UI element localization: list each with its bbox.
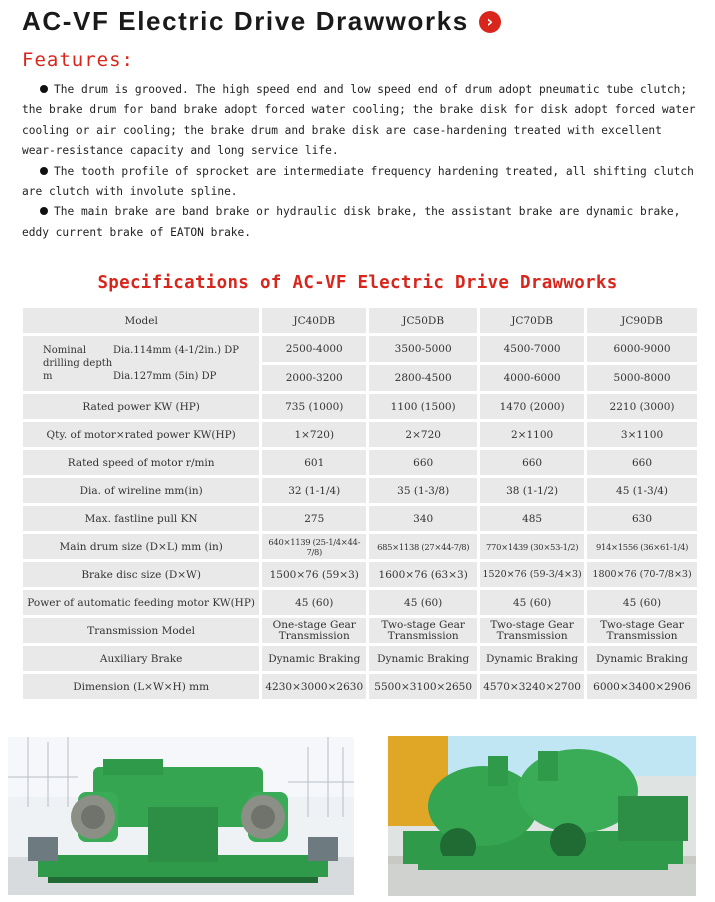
feature-item: The drum is grooved. The high speed end and low speed end of drum adopt pneumatic tube clutch; the brake drum for band brake adopt forced water cooling; the brake disk for disk adopt forced water cooling or air cooling; the brake drum and brake disk are case-hardening treated with excellent wear-resistance capacity and long service life. [22,83,696,158]
depth-value: 4500-7000 [480,336,584,362]
specifications-table [20,305,700,702]
table-cell: 4230×3000×2630 [262,674,366,699]
row-label: Power of automatic feeding motor KW(HP) [23,590,259,615]
table-cell: 340 [369,506,477,531]
arrow-right-circle-icon[interactable]: › [479,11,501,33]
bullet-icon [40,207,48,215]
table-row [23,308,697,333]
table-cell: 3×1100 [587,422,697,447]
table-cell: 32 (1-1/4) [262,478,366,503]
table-cell: 735 (1000) [262,394,366,419]
table-cell: 4570×3240×2700 [480,674,584,699]
model-cell: JC50DB [369,308,477,333]
table-cell: 1600×76 (63×3) [369,562,477,587]
table-cell: Dynamic Braking [480,646,584,671]
features-list [22,80,702,243]
table-row [23,618,697,643]
table-cell: 601 [262,450,366,475]
depth-sub-label: Dia.114mm (4-1/2in.) DP [113,344,239,356]
table-cell: 1×720) [262,422,366,447]
table-row [23,506,697,531]
feature-item: The tooth profile of sprocket are intermediate frequency hardening treated, all shifting clutch are clutch with involute spline. [22,164,694,199]
feature-item: The main brake are band brake or hydraulic disk brake, the assistant brake are dynamic brake, eddy current brake of EATON brake. [22,205,681,239]
depth-value: 2500-4000 [262,336,366,362]
row-label: Max. fastline pull KN [23,506,259,531]
table-cell: Dynamic Braking [369,646,477,671]
table-cell: 914×1556 (36×61-1/4) [587,534,697,559]
page-title: AC-VF Electric Drive Drawworks [22,6,469,36]
row-label: Brake disc size (D×W) [23,562,259,587]
drawworks-photo-right [388,736,696,896]
table-cell: 660 [369,450,477,475]
table-cell: 275 [262,506,366,531]
table-cell: 630 [587,506,697,531]
depth-label: Nominal drilling depth m [43,345,113,382]
table-cell: 1500×76 (59×3) [262,562,366,587]
row-label: Transmission Model [23,618,259,643]
table-cell: 45 (60) [480,590,584,615]
table-row [23,478,697,503]
table-cell: 35 (1-3/8) [369,478,477,503]
table-cell: 6000×3400×2906 [587,674,697,699]
depth-value: 5000-8000 [587,365,697,391]
table-cell: One-stage Gear Transmission [262,618,366,643]
table-row [23,422,697,447]
depth-value: 6000-9000 [587,336,697,362]
model-cell: JC40DB [262,308,366,333]
table-cell: Two-stage Gear Transmission [480,618,584,643]
row-label: Model [23,308,259,333]
table-row [23,534,697,559]
table-cell: 685×1138 (27×44-7/8) [369,534,477,559]
depth-value: 4000-6000 [480,365,584,391]
table-cell: 38 (1-1/2) [480,478,584,503]
table-cell: 770×1439 (30×53-1/2) [480,534,584,559]
table-cell: 485 [480,506,584,531]
table-cell: 1100 (1500) [369,394,477,419]
row-label: Rated power KW (HP) [23,394,259,419]
table-cell: Two-stage Gear Transmission [587,618,697,643]
bullet-icon [40,167,48,175]
drawworks-photo-left [8,737,354,895]
table-cell: 1470 (2000) [480,394,584,419]
table-cell: 5500×3100×2650 [369,674,477,699]
depth-sub-label: Dia.127mm (5in) DP [113,370,217,382]
row-label: Rated speed of motor r/min [23,450,259,475]
table-cell: 640×1139 (25-1/4×44-7/8) [262,534,366,559]
table-cell: 2×1100 [480,422,584,447]
row-label: Dimension (L×W×H) mm [23,674,259,699]
table-cell: 45 (60) [587,590,697,615]
table-row [23,590,697,615]
model-cell: JC90DB [587,308,697,333]
table-cell: 1800×76 (70-7/8×3) [587,562,697,587]
table-cell: 2210 (3000) [587,394,697,419]
row-label: Qty. of motor×rated power KW(HP) [23,422,259,447]
table-row [23,450,697,475]
model-cell: JC70DB [480,308,584,333]
title-row [22,6,501,37]
table-cell: Dynamic Braking [587,646,697,671]
table-cell: 2×720 [369,422,477,447]
table-cell: 45 (60) [369,590,477,615]
table-cell: 660 [480,450,584,475]
depth-label-cell [23,336,259,391]
bullet-icon [40,85,48,93]
features-heading: Features: [22,49,134,71]
depth-value: 3500-5000 [369,336,477,362]
table-row [23,646,697,671]
row-label: Main drum size (D×L) mm (in) [23,534,259,559]
table-row [23,674,697,699]
table-cell: Dynamic Braking [262,646,366,671]
table-cell: 45 (1-3/4) [587,478,697,503]
specifications-heading: Specifications of AC-VF Electric Drive Drawworks [97,273,618,293]
table-cell: 45 (60) [262,590,366,615]
table-cell: Two-stage Gear Transmission [369,618,477,643]
row-label: Dia. of wireline mm(in) [23,478,259,503]
row-label: Auxiliary Brake [23,646,259,671]
table-cell: 660 [587,450,697,475]
table-row [23,336,697,362]
table-row [23,562,697,587]
depth-value: 2000-3200 [262,365,366,391]
table-row [23,394,697,419]
depth-value: 2800-4500 [369,365,477,391]
table-cell: 1520×76 (59-3/4×3) [480,562,584,587]
